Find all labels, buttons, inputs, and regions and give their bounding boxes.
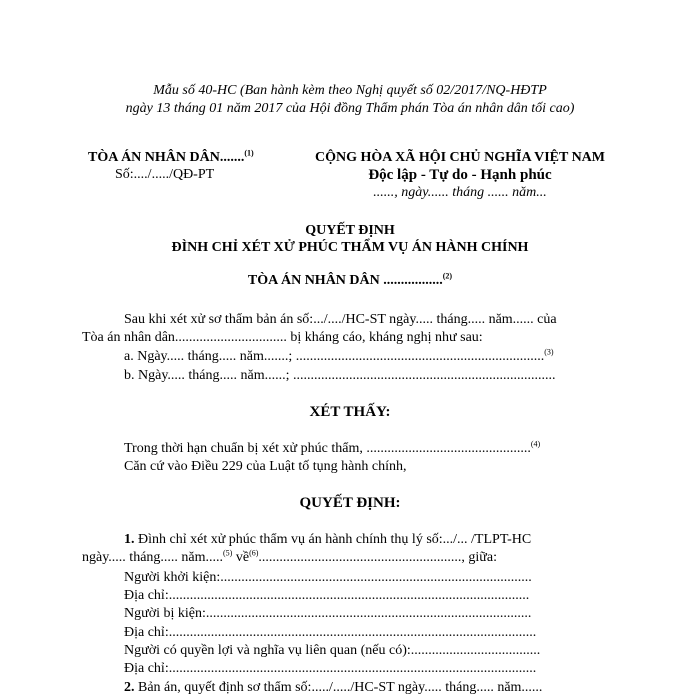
decision-number: Số:..../...../QĐ-PT: [115, 167, 215, 182]
decision-item-1-line-2: ngày..... tháng..... năm.....$^{(5)}$ về$^{(6)}$.........................................................., giữa:: [82, 548, 497, 565]
form-reference-line-2: ngày 13 tháng 01 năm 2017 của Hội đồng Thẩm phán Tòa án nhân dân tối cao): [125, 101, 575, 116]
decision-heading: QUYẾT ĐỊNH:: [299, 495, 401, 511]
place-date: ......, ngày...... tháng ...... năm...: [373, 185, 547, 200]
decision-item-1-line-1: 1. Đình chỉ xét xử phúc thẩm vụ án hành chính thụ lý số:.../... /TLPT-HC: [124, 532, 532, 547]
item-1-number: 1.: [124, 532, 135, 547]
related-party-address-field: Địa chỉ:.........................................................................................................: [124, 661, 537, 676]
document-title: QUYẾT ĐỊNH: [305, 223, 395, 238]
issuing-court: TÒA ÁN NHÂN DÂN .................$^{(2)}$: [247, 271, 453, 288]
appeal-item-b: b. Ngày..... tháng..... năm......; ...........................................................................: [124, 368, 556, 383]
court-name: TÒA ÁN NHÂN DÂN.......$^{(1)}$: [88, 148, 254, 165]
footnote-4: (4): [530, 439, 541, 449]
footnote-5: (5): [223, 548, 233, 558]
plaintiff-field: Người khởi kiện:.........................................................................................: [124, 570, 532, 585]
republic-name: CỘNG HÒA XÃ HỘI CHỦ NGHĨA VIỆT NAM: [314, 150, 605, 165]
decision-item-2-line-1: 2. Bản án, quyết định sơ thẩm số:...../...../HC-ST ngày..... tháng..... năm......: [124, 680, 543, 695]
intro-line-1: Sau khi xét xử sơ thẩm bản án số:.../..../HC-ST ngày..... tháng..... năm...... của: [124, 312, 557, 327]
defendant-field: Người bị kiện:.............................................................................................: [124, 606, 532, 621]
defendant-address-field: Địa chỉ:.........................................................................................................: [124, 625, 537, 640]
document-subtitle: ĐÌNH CHỈ XÉT XỬ PHÚC THẨM VỤ ÁN HÀNH CHÍNH: [171, 240, 529, 255]
findings-line-1: Trong thời hạn chuẩn bị xét xử phúc thẩm, ...............................................$^{(4)}$: [124, 439, 541, 456]
footnote-6: (6): [249, 548, 259, 558]
plaintiff-address-field: Địa chỉ:.......................................................................................................: [124, 588, 530, 603]
footnote-3: (3): [544, 347, 554, 357]
intro-line-2: Tòa án nhân dân................................ bị kháng cáo, kháng nghị như sau:: [82, 330, 483, 345]
footnote-2: (2): [442, 271, 453, 281]
findings-line-2: Căn cứ vào Điều 229 của Luật tố tụng hành chính,: [124, 459, 407, 474]
appeal-item-a: a. Ngày..... tháng..... năm.......; .......................................................................$^{(3)}$: [124, 347, 554, 364]
related-party-field: Người có quyền lợi và nghĩa vụ liên quan (nếu có):.....................................: [124, 643, 541, 658]
national-motto: Độc lập - Tự do - Hạnh phúc: [368, 167, 552, 183]
form-reference-line-1: Mẫu số 40-HC (Ban hành kèm theo Nghị quyết số 02/2017/NQ-HĐTP: [153, 83, 547, 98]
findings-heading: XÉT THẤY:: [309, 404, 391, 420]
footnote-1: (1): [244, 148, 254, 158]
item-2-number: 2.: [124, 680, 135, 695]
